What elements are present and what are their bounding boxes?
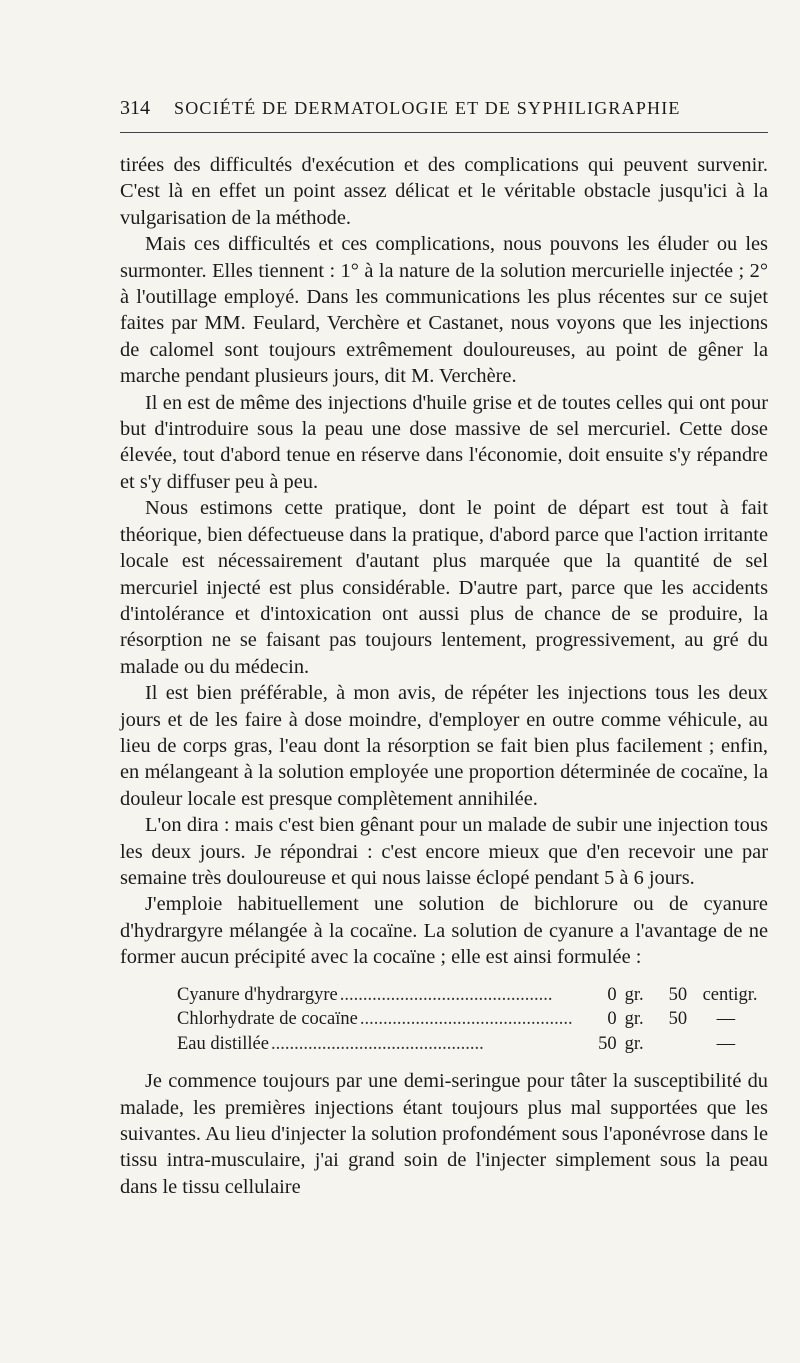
formula-decimal: [669, 1032, 703, 1057]
leader-dots: ..............................................: [270, 1033, 484, 1054]
running-head: SOCIÉTÉ DE DERMATOLOGIE ET DE SYPHILIGRAPHIE: [174, 98, 681, 118]
page-number: 314: [120, 97, 150, 119]
leader-dots: ..............................................: [359, 1009, 573, 1030]
formula-unit: gr.: [624, 1033, 644, 1054]
formula-amount: 0: [607, 984, 617, 1005]
formula-unit: gr.: [624, 984, 644, 1005]
formula-extra: centigr.: [702, 984, 758, 1005]
paragraph: J'emploie habituellement une solution de bichlorure ou de cyanure d'hydrargyre mélangée à la cocaïne. La solution de cyanure a l'avantage de ne former aucun précipité avec la cocaïne ; elle est ainsi formulée :: [120, 893, 768, 969]
formula-row: [177, 983, 758, 1008]
paragraph: Je commence toujours par une demi-seringue pour tâter la susceptibilité du malade, les premières injections étant toujours plus mal supportées que les suivantes. Au lieu d'injecter la solution profondément sous l'aponévrose dans le tissu intra-musculaire, j'ai grand soin de l'injecter simplement sous la peau dans le tissu cellulaire: [120, 1070, 768, 1198]
page-header: [120, 97, 768, 120]
formula-ingredient: Cyanure d'hydrargyre: [177, 984, 338, 1005]
formula-extra: —: [716, 1033, 736, 1054]
formula-decimal: 50: [668, 1009, 688, 1030]
formula-ingredient: Eau distillée: [177, 1033, 269, 1054]
formula-extra: —: [716, 1009, 736, 1030]
body-text: [120, 152, 768, 1200]
paragraph: Il en est de même des injections d'huile grise et de toutes celles qui ont pour but d'introduire sous la peau une dose massive de sel mercuriel. Cette dose élevée, tout d'abord tenue en réserve dans l'économie, doit ensuite s'y répandre et s'y diffuser peu à peu.: [120, 391, 768, 493]
formula-row: [177, 1032, 758, 1057]
leader-dots: ..............................................: [339, 984, 553, 1005]
paragraph: Nous estimons cette pratique, dont le point de départ est tout à fait théorique, bien défectueuse dans la pratique, d'abord parce que l'action irritante locale est nécessairement d'autant plus marquée que la quantité de sel mercuriel injecté est plus considérable. D'autre part, parce que les accidents d'intolérance et d'intoxication ont aussi plus de chance de se produire, la résorption ne se faisant pas toujours lentement, progressivement, au gré du malade ou du médecin.: [120, 497, 768, 678]
header-rule: [120, 132, 768, 133]
formula-unit: gr.: [624, 1009, 644, 1030]
formula-ingredient: Chlorhydrate de cocaïne: [177, 1009, 358, 1030]
paragraph: tirées des difficultés d'exécution et des complications qui peuvent survenir. C'est là en effet un point assez délicat et le véritable obstacle jusqu'ici à la vulgarisation de la méthode.: [120, 154, 768, 229]
prescription-formula: [177, 983, 758, 1057]
paragraph: Mais ces difficultés et ces complications, nous pouvons les éluder ou les surmonter. Elles tiennent : 1° à la nature de la solution mercurielle injectée ; 2° à l'outillage employé. Dans les communications les plus récentes sur ce sujet faites par MM. Feulard, Verchère et Castanet, nous voyons que les injections de calomel sont toujours extrêmement douloureuses, au point de gêner la marche pendant plusieurs jours, dit M. Verchère.: [120, 233, 768, 388]
formula-decimal: 50: [668, 984, 688, 1005]
paragraph: Il est bien préférable, à mon avis, de répéter les injections tous les deux jours et de les faire à dose moindre, d'employer en outre comme véhicule, au lieu de corps gras, l'eau dont la résorption se fait bien plus facilement ; enfin, en mélangeant à la solution employée une proportion déterminée de cocaïne, la douleur locale est presque complètement annihilée.: [120, 682, 768, 810]
formula-amount: 0: [607, 1009, 617, 1030]
paragraph: L'on dira : mais c'est bien gênant pour un malade de subir une injection tous les deux jours. Je répondrai : c'est encore mieux que d'en recevoir une par semaine très douloureuse et qui nous laisse éclopé pendant 5 à 6 jours.: [120, 814, 768, 889]
formula-amount: 50: [598, 1033, 617, 1054]
formula-row: [177, 1007, 758, 1032]
